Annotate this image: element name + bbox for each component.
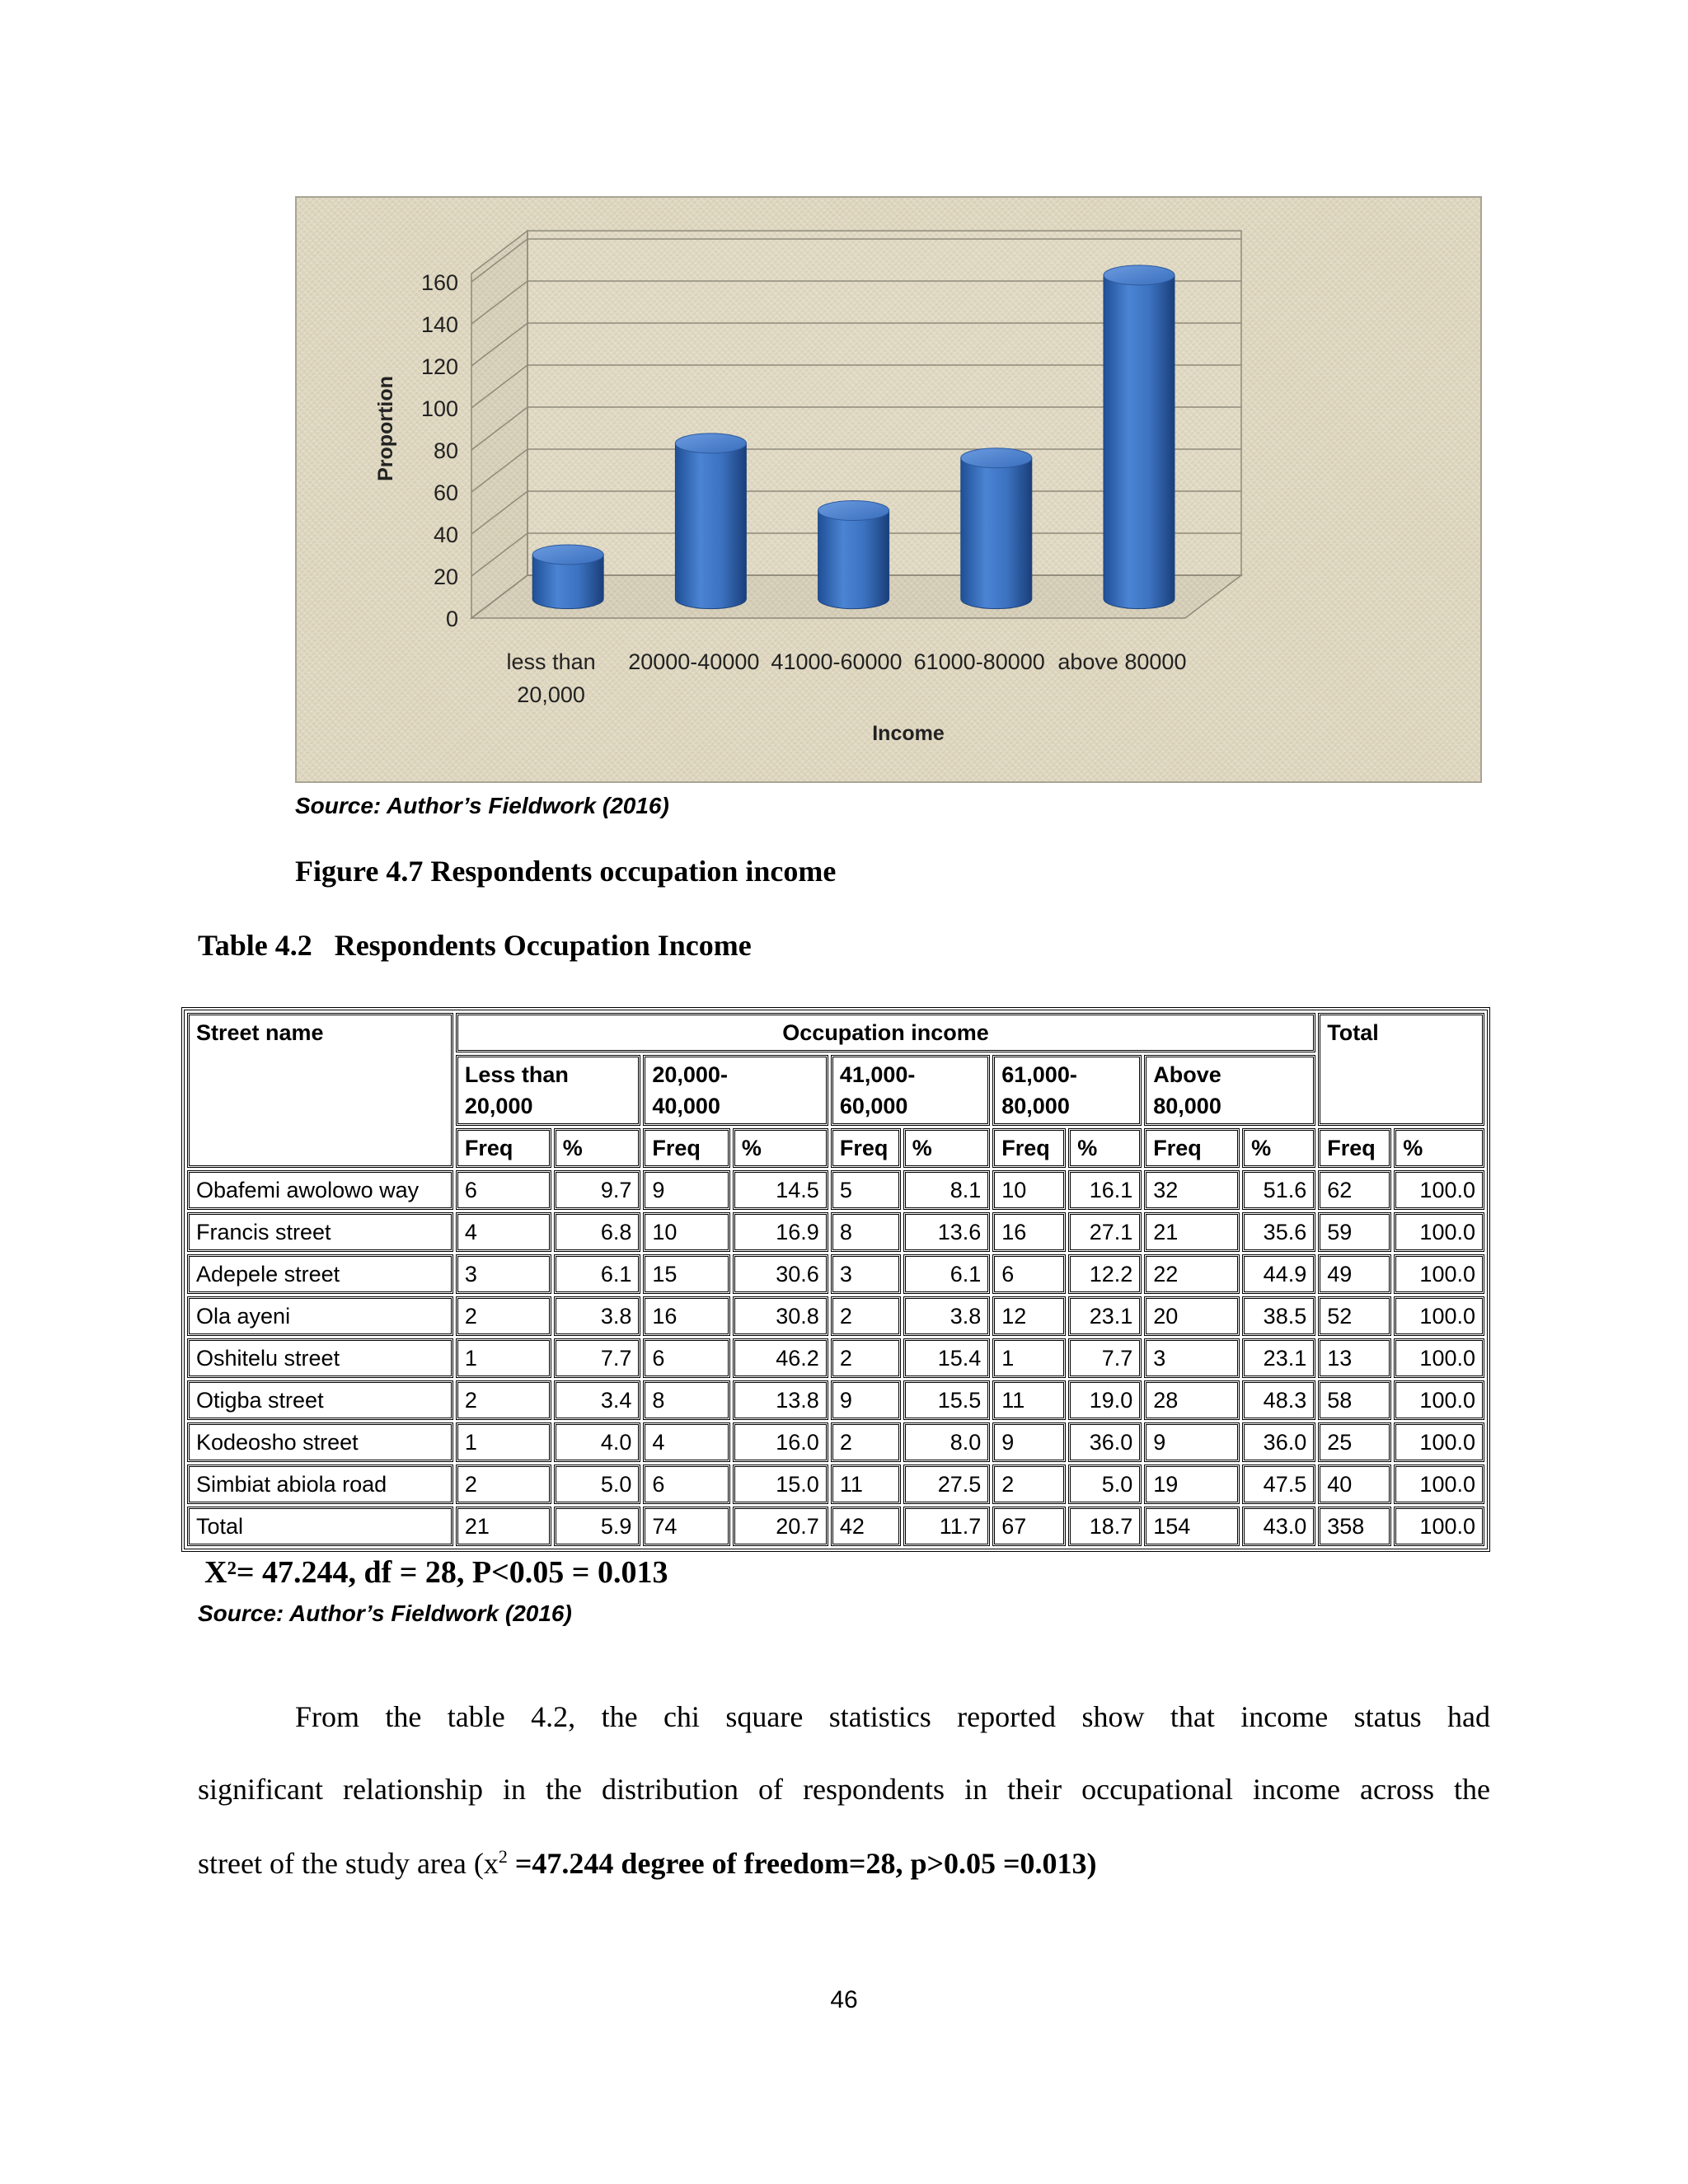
bar-top <box>1104 265 1175 285</box>
percent-cell: 20.7 <box>733 1507 828 1546</box>
paragraph-line: street of the study area ($x^2 =47.244$ degree of freedom=28, p>0.05 =0.013) <box>198 1846 1097 1880</box>
percent-cell: 6.1 <box>554 1254 641 1294</box>
freq-cell: 62 <box>1318 1170 1391 1210</box>
percent-cell: 38.5 <box>1242 1296 1315 1336</box>
freq-cell: 3 <box>456 1254 551 1294</box>
percent-cell: 5.9 <box>554 1507 641 1546</box>
freq-cell: 2 <box>831 1338 901 1378</box>
bar <box>675 443 746 609</box>
freq-cell: 25 <box>1318 1422 1391 1462</box>
freq-cell: 12 <box>992 1296 1066 1336</box>
percent-cell: 19.0 <box>1068 1380 1142 1420</box>
street-name-cell: Simbiat abiola road <box>187 1465 453 1504</box>
freq-header: Freq <box>831 1128 901 1168</box>
percent-cell: 36.0 <box>1068 1422 1142 1462</box>
percent-cell: 100.0 <box>1394 1254 1484 1294</box>
freq-cell: 32 <box>1144 1170 1240 1210</box>
freq-cell: 22 <box>1144 1254 1240 1294</box>
y-tick-label: 20 <box>433 565 458 589</box>
y-tick-label: 140 <box>420 312 458 337</box>
percent-cell: 11.7 <box>903 1507 991 1546</box>
freq-cell: 49 <box>1318 1254 1391 1294</box>
freq-header: Freq <box>456 1128 551 1168</box>
percent-cell: 100.0 <box>1394 1422 1484 1462</box>
percent-cell: 3.8 <box>903 1296 991 1336</box>
street-name-cell: Ola ayeni <box>187 1296 453 1336</box>
street-name-cell: Kodeosho street <box>187 1422 453 1462</box>
freq-cell: 15 <box>643 1254 730 1294</box>
income-group-header: 20,000- 40,000 <box>643 1055 828 1126</box>
percent-cell: 51.6 <box>1242 1170 1315 1210</box>
freq-header: Freq <box>1318 1128 1391 1168</box>
income-group-header: 61,000- 80,000 <box>992 1055 1142 1126</box>
percent-cell: 3.4 <box>554 1380 641 1420</box>
bar-top <box>675 434 746 453</box>
percent-cell: 36.0 <box>1242 1422 1315 1462</box>
bar-top <box>818 501 889 521</box>
freq-cell: 16 <box>992 1212 1066 1252</box>
percent-cell: 5.0 <box>1068 1465 1142 1504</box>
table-source: Source: Author’s Fieldwork (2016) <box>198 1601 572 1626</box>
percent-cell: 100.0 <box>1394 1212 1484 1252</box>
freq-cell: 8 <box>643 1380 730 1420</box>
bar-top <box>532 545 603 565</box>
freq-cell: 6 <box>643 1338 730 1378</box>
freq-cell: 5 <box>831 1170 901 1210</box>
percent-cell: 100.0 <box>1394 1338 1484 1378</box>
street-name-cell: Obafemi awolowo way <box>187 1170 453 1210</box>
y-tick-label: 120 <box>420 354 458 379</box>
table-header-row-1 <box>187 1013 1484 1052</box>
percent-cell: 8.0 <box>903 1422 991 1462</box>
percent-cell: 48.3 <box>1242 1380 1315 1420</box>
freq-cell: 8 <box>831 1212 901 1252</box>
occupation-income-table <box>181 1007 1490 1552</box>
income-bar-chart <box>295 196 1482 783</box>
freq-cell: 67 <box>992 1507 1066 1546</box>
freq-header: Freq <box>992 1128 1066 1168</box>
paragraph-line: significant relationship in the distribution of respondents in their occupational income across the <box>198 1773 1490 1806</box>
percent-cell: 16.1 <box>1068 1170 1142 1210</box>
freq-cell: 6 <box>456 1170 551 1210</box>
freq-cell: 59 <box>1318 1212 1391 1252</box>
y-tick-label: 100 <box>420 396 458 421</box>
percent-cell: 47.5 <box>1242 1465 1315 1504</box>
freq-cell: 10 <box>643 1212 730 1252</box>
freq-cell: 2 <box>992 1465 1066 1504</box>
freq-cell: 52 <box>1318 1296 1391 1336</box>
table-row <box>187 1296 1484 1336</box>
freq-cell: 1 <box>992 1338 1066 1378</box>
income-group-header: Above 80,000 <box>1144 1055 1315 1126</box>
freq-cell: 21 <box>456 1507 551 1546</box>
freq-cell: 9 <box>643 1170 730 1210</box>
freq-cell: 2 <box>831 1296 901 1336</box>
freq-header: Freq <box>643 1128 730 1168</box>
percent-header: % <box>903 1128 991 1168</box>
freq-cell: 28 <box>1144 1380 1240 1420</box>
percent-cell: 15.4 <box>903 1338 991 1378</box>
y-tick-label: 80 <box>433 438 458 463</box>
percent-cell: 46.2 <box>733 1338 828 1378</box>
x-tick-label: above 80000 <box>1057 649 1187 674</box>
percent-cell: 3.8 <box>554 1296 641 1336</box>
freq-cell: 21 <box>1144 1212 1240 1252</box>
freq-cell: 6 <box>992 1254 1066 1294</box>
percent-cell: 15.5 <box>903 1380 991 1420</box>
x-tick-label: 20000-40000 <box>628 649 760 674</box>
freq-cell: 20 <box>1144 1296 1240 1336</box>
percent-cell: 35.6 <box>1242 1212 1315 1252</box>
percent-cell: 9.7 <box>554 1170 641 1210</box>
percent-header: % <box>1068 1128 1142 1168</box>
percent-header: % <box>554 1128 641 1168</box>
freq-cell: 40 <box>1318 1465 1391 1504</box>
x-tick-label: less than <box>506 649 596 674</box>
percent-cell: 44.9 <box>1242 1254 1315 1294</box>
freq-header: Freq <box>1144 1128 1240 1168</box>
figure-caption: Figure 4.7 Respondents occupation income <box>295 855 837 888</box>
percent-cell: 12.2 <box>1068 1254 1142 1294</box>
y-tick-label: 60 <box>433 480 458 505</box>
freq-cell: 358 <box>1318 1507 1391 1546</box>
percent-cell: 27.5 <box>903 1465 991 1504</box>
figure-source: Source: Author’s Fieldwork (2016) <box>295 793 669 818</box>
x-tick-label: 41000-60000 <box>771 649 903 674</box>
percent-cell: 100.0 <box>1394 1380 1484 1420</box>
percent-cell: 13.8 <box>733 1380 828 1420</box>
freq-cell: 9 <box>831 1380 901 1420</box>
freq-cell: 2 <box>831 1422 901 1462</box>
percent-cell: 100.0 <box>1394 1465 1484 1504</box>
percent-cell: 4.0 <box>554 1422 641 1462</box>
percent-cell: 6.8 <box>554 1212 641 1252</box>
bar <box>961 458 1032 609</box>
percent-cell: 43.0 <box>1242 1507 1315 1546</box>
table-row <box>187 1465 1484 1504</box>
x-tick-label: 61000-80000 <box>913 649 1045 674</box>
percent-cell: 6.1 <box>903 1254 991 1294</box>
income-group-header: 41,000- 60,000 <box>831 1055 990 1126</box>
percent-cell: 16.9 <box>733 1212 828 1252</box>
freq-cell: 9 <box>992 1422 1066 1462</box>
freq-cell: 11 <box>831 1465 901 1504</box>
freq-cell: 11 <box>992 1380 1066 1420</box>
street-name-cell: Total <box>187 1507 453 1546</box>
y-tick-label: 0 <box>445 607 458 631</box>
street-name-cell: Adepele street <box>187 1254 453 1294</box>
freq-cell: 2 <box>456 1380 551 1420</box>
bar-top <box>961 448 1032 468</box>
chart-side-wall <box>471 231 528 618</box>
street-name-cell: Oshitelu street <box>187 1338 453 1378</box>
page-number: 46 <box>830 1986 858 2013</box>
total-header: Total <box>1318 1013 1484 1126</box>
percent-cell: 30.6 <box>733 1254 828 1294</box>
percent-cell: 5.0 <box>554 1465 641 1504</box>
percent-cell: 100.0 <box>1394 1170 1484 1210</box>
freq-cell: 16 <box>643 1296 730 1336</box>
chi-square-result: X²= 47.244, df = 28, P<0.05 = 0.013 <box>204 1555 668 1590</box>
paragraph-line: From the table 4.2, the chi square statistics reported show that income status had <box>295 1700 1490 1733</box>
y-tick-label: 160 <box>420 270 458 295</box>
freq-cell: 2 <box>456 1465 551 1504</box>
street-name-cell: Otigba street <box>187 1380 453 1420</box>
chart-svg <box>297 198 1484 785</box>
table-row <box>187 1380 1484 1420</box>
freq-cell: 4 <box>643 1422 730 1462</box>
occupation-income-header: Occupation income <box>456 1013 1315 1052</box>
bar <box>1104 275 1175 609</box>
freq-cell: 42 <box>831 1507 901 1546</box>
x-tick-label: 20,000 <box>517 682 585 707</box>
y-tick-label: 40 <box>433 523 458 547</box>
percent-cell: 27.1 <box>1068 1212 1142 1252</box>
percent-cell: 23.1 <box>1068 1296 1142 1336</box>
table-row <box>187 1254 1484 1294</box>
table-body <box>187 1013 1484 1546</box>
street-name-cell: Francis street <box>187 1212 453 1252</box>
freq-cell: 58 <box>1318 1380 1391 1420</box>
percent-header: % <box>1242 1128 1315 1168</box>
freq-cell: 74 <box>643 1507 730 1546</box>
freq-cell: 10 <box>992 1170 1066 1210</box>
percent-cell: 18.7 <box>1068 1507 1142 1546</box>
percent-cell: 7.7 <box>1068 1338 1142 1378</box>
freq-cell: 154 <box>1144 1507 1240 1546</box>
percent-header: % <box>1394 1128 1484 1168</box>
table-row <box>187 1170 1484 1210</box>
percent-cell: 15.0 <box>733 1465 828 1504</box>
freq-cell: 4 <box>456 1212 551 1252</box>
freq-cell: 13 <box>1318 1338 1391 1378</box>
freq-cell: 9 <box>1144 1422 1240 1462</box>
table-row <box>187 1422 1484 1462</box>
street-name-header: Street name <box>187 1013 453 1168</box>
percent-cell: 30.8 <box>733 1296 828 1336</box>
freq-cell: 1 <box>456 1338 551 1378</box>
percent-cell: 16.0 <box>733 1422 828 1462</box>
table-row <box>187 1212 1484 1252</box>
table-title: Table 4.2 Respondents Occupation Income <box>198 929 752 962</box>
freq-cell: 1 <box>456 1422 551 1462</box>
percent-cell: 7.7 <box>554 1338 641 1378</box>
table-row <box>187 1338 1484 1378</box>
freq-cell: 19 <box>1144 1465 1240 1504</box>
percent-cell: 14.5 <box>733 1170 828 1210</box>
y-axis-label: Proportion <box>374 376 397 481</box>
percent-cell: 13.6 <box>903 1212 991 1252</box>
freq-cell: 2 <box>456 1296 551 1336</box>
percent-cell: 100.0 <box>1394 1296 1484 1336</box>
freq-cell: 6 <box>643 1465 730 1504</box>
freq-cell: 3 <box>1144 1338 1240 1378</box>
x-axis-label: Income <box>872 722 945 745</box>
percent-cell: 8.1 <box>903 1170 991 1210</box>
income-group-header: Less than 20,000 <box>456 1055 640 1126</box>
bar <box>818 511 889 609</box>
freq-cell: 3 <box>831 1254 901 1294</box>
percent-header: % <box>733 1128 828 1168</box>
percent-cell: 100.0 <box>1394 1507 1484 1546</box>
table-total-row <box>187 1507 1484 1546</box>
percent-cell: 23.1 <box>1242 1338 1315 1378</box>
